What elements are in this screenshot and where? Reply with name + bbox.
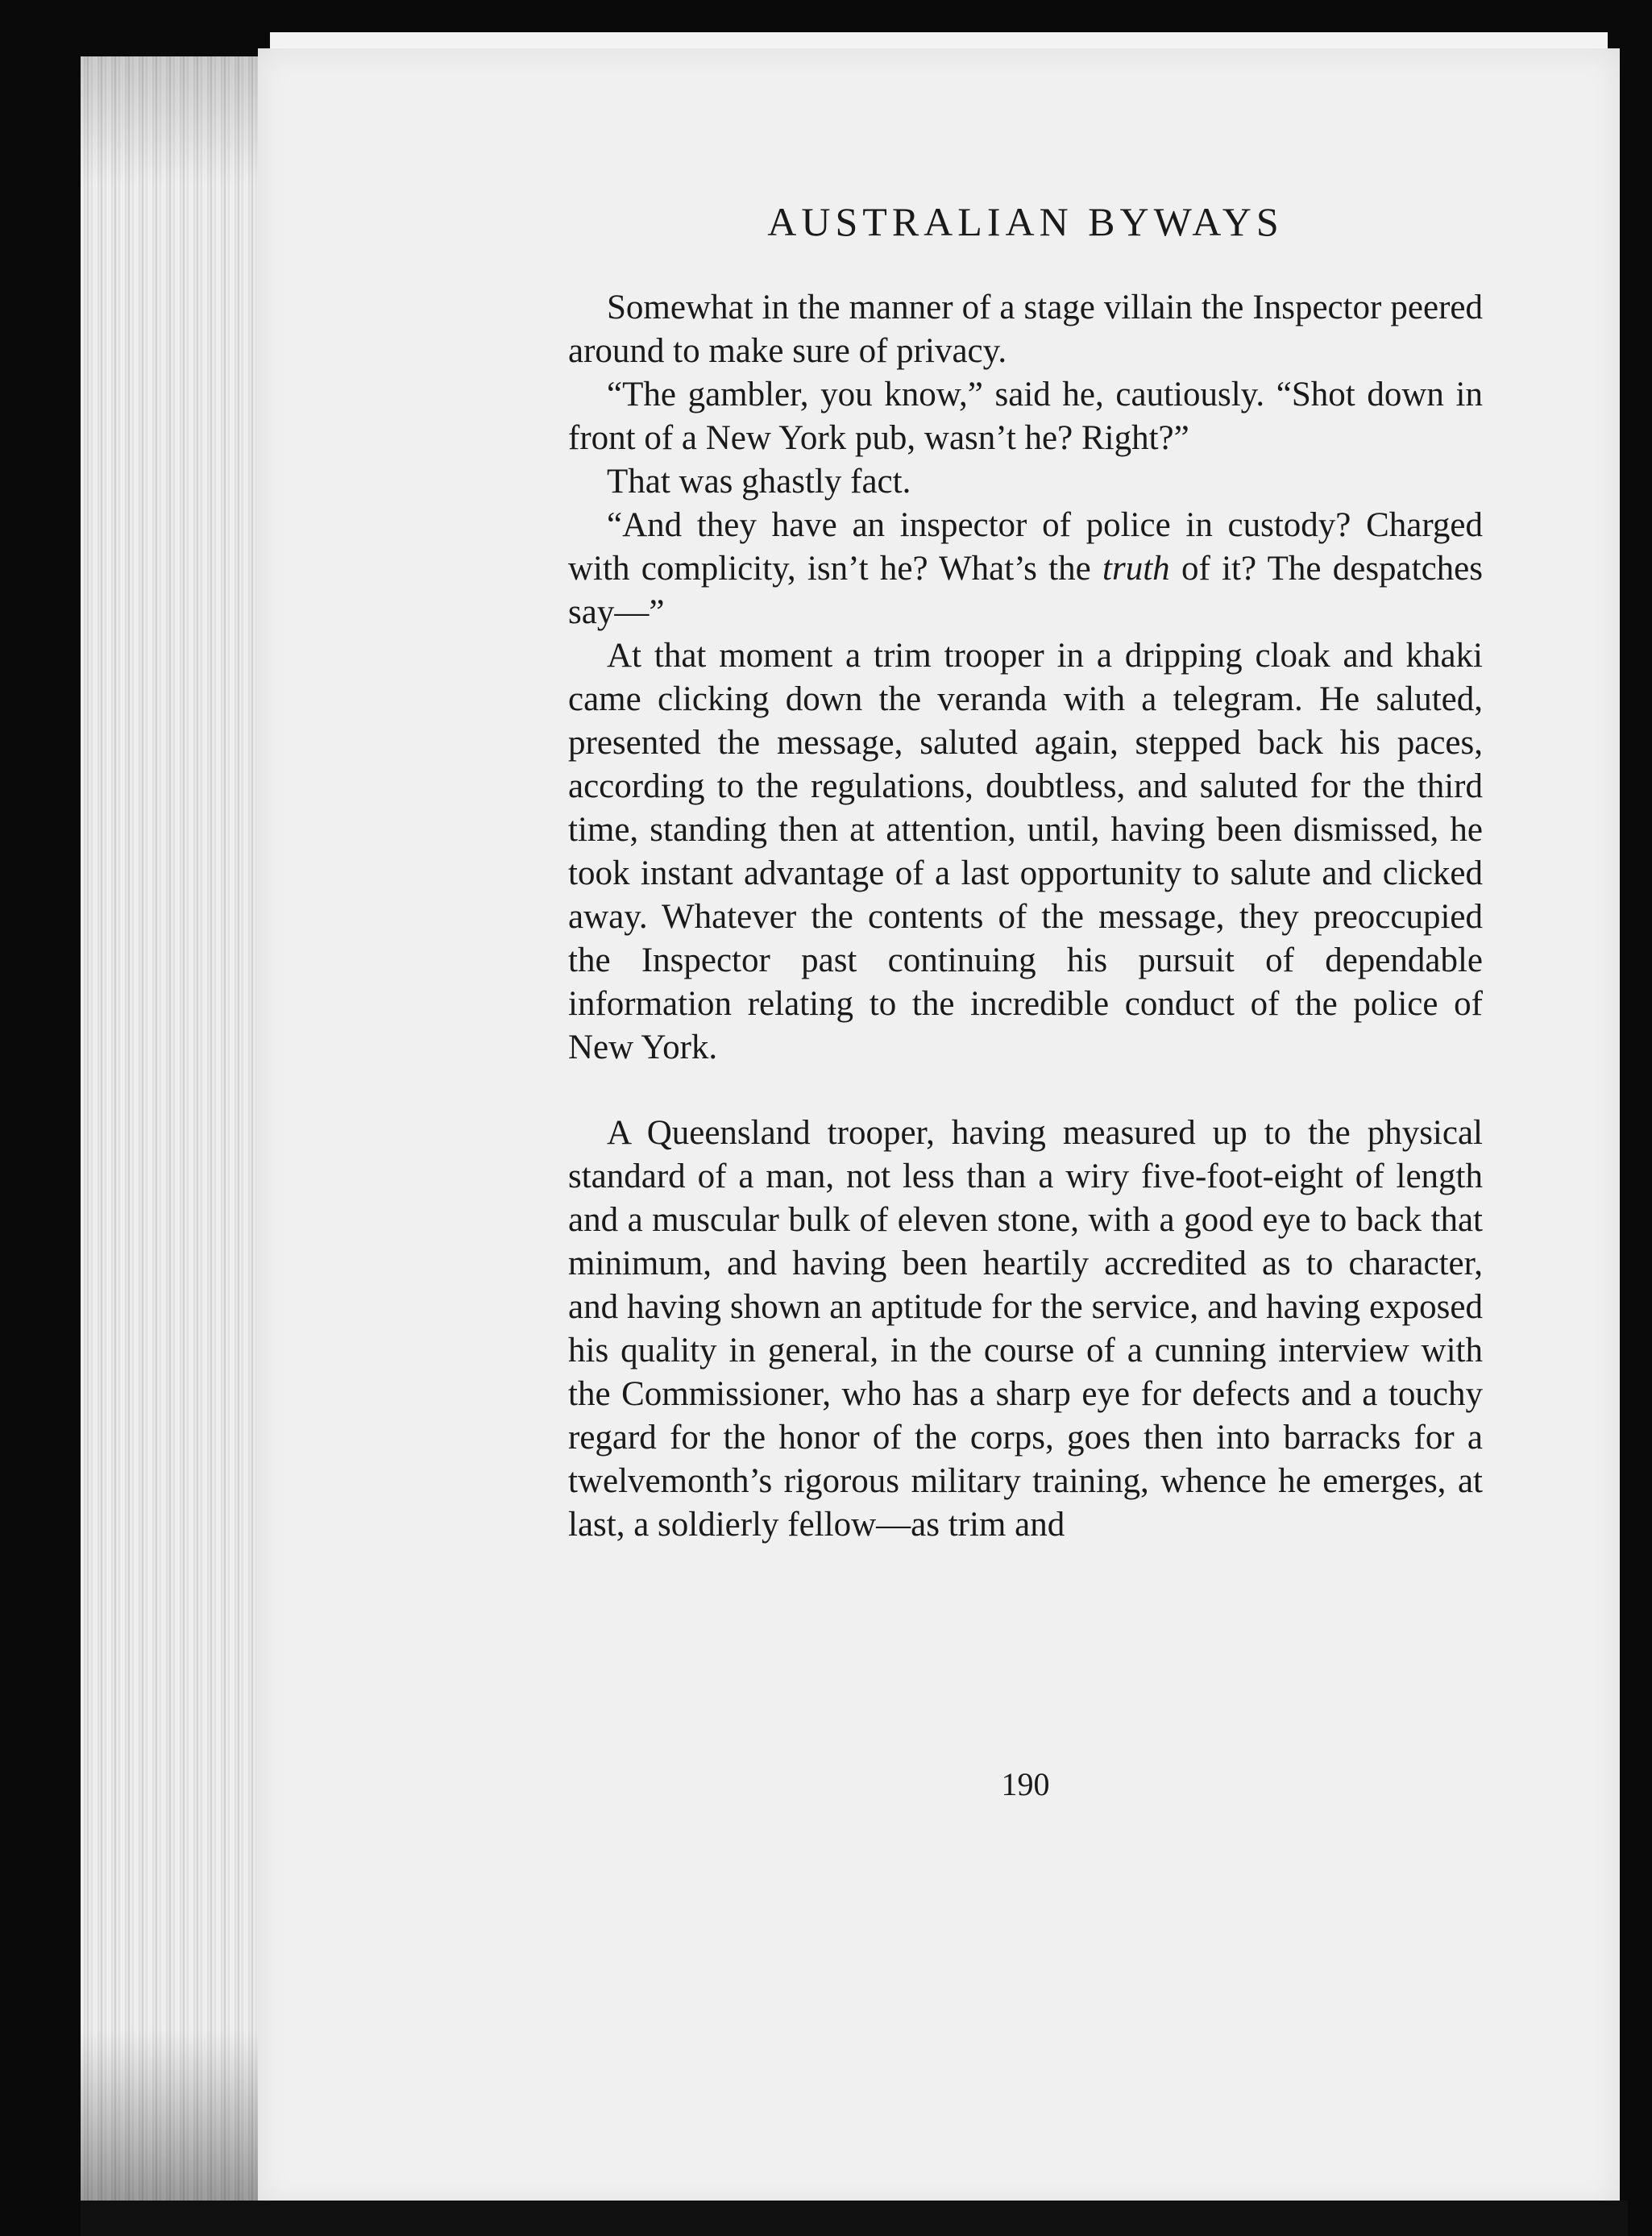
paragraph-6: A Queensland trooper, having measured up to the physical standard of a man, not less than a wiry five-foot-eight of length and a muscular bulk of eleven stone, with a good eye to back that minimum, and having been heartily accredited as to character, and having shown an aptitude for the service, and having exposed his quality in general, in the course of a cunning interview with the Commissioner, who has a sharp eye for defects and a touchy regard for the honor of the corps, goes then into barracks for a twelvemonth’s rigorous military training, whence he emerges, at last, a soldierly fellow—as trim and: [568, 1114, 1483, 1544]
paragraph-4: “And they have an inspector of police in custody? Charged with complicity, isn’t he? What’s the truth of it? The despatches say—”: [568, 506, 1483, 631]
paragraph-3: That was ghastly fact.: [607, 463, 911, 501]
paragraph-5: At that moment a trim trooper in a dripping cloak and khaki came clicking down the veranda with a telegram. He saluted, presented the message, saluted again, stepped back his paces, according to the regulations, doubtless, and saluted for the third time, standing then at attention, until, having been dismissed, he took instant advantage of a last opportunity to salute and clicked away. Whatever the contents of the message, they preoccupied the Inspector past continuing his pursuit of dependable information relating to the incredible conduct of the police of New York.: [568, 637, 1483, 1066]
bottom-shadow: [81, 2201, 1628, 2236]
italic-word: truth: [1102, 550, 1170, 588]
page-text-block: [568, 197, 1483, 1547]
paragraph-2: “The gambler, you know,” said he, cautiously. “Shot down in front of a New York pub, wasn’t he? Right?”: [568, 376, 1483, 457]
running-head: AUSTRALIAN BYWAYS: [767, 199, 1284, 244]
page-number: 190: [1001, 1766, 1050, 1802]
paragraph-1: Somewhat in the manner of a stage villain the Inspector peered around to make sure of privacy.: [568, 289, 1483, 370]
book-page-edges: [81, 56, 268, 2201]
